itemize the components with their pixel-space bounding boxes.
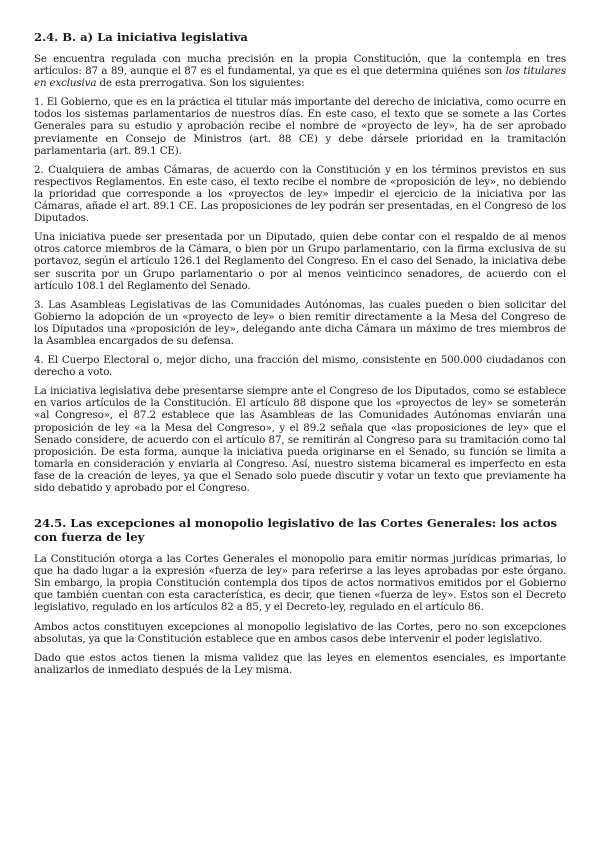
intro-text-after: de esta prerrogativa. Son los siguientes: (96, 77, 305, 90)
paragraph-diputado-senado: Una iniciativa puede ser presentada por un Diputado, quien debe contar con el respaldo de al menos otros catorce miembros de la Cámara, o bien por un Grupo parlamentario, con la firma exclusiva de su portavoz, según el artículo 126.1 del Reglamento del Congreso. En el caso del Senado, la iniciativa debe ser suscrita por un Grupo parlamentario o por al menos veinticinco senadores, de acuerdo con el artículo 108.1 del Reglamento del Senado. (34, 231, 566, 292)
paragraph-validez: Dado que estos actos tienen la misma validez que las leyes en elementos esenciales, es importante analizarlos de inmediato después de la Ley misma. (34, 651, 566, 676)
paragraph-fuerza-de-ley: La Constitución otorga a las Cortes Generales el monopolio para emitir normas jurídicas primarias, lo que ha dado lugar a la expresión «fuerza de ley» para referirse a las leyes aprobadas por este órgano. Sin embargo, la propia Constitución contempla dos tipos de actos normativos emitidos por el Gobierno que también cuentan con esta característica, es decir, que tienen «fuerza de ley». Estos son el Decreto legislativo, regulado en los artículos 82 a 85, y el Decreto-ley, regulado en el artículo 86. (34, 553, 566, 614)
paragraph-excepciones: Ambos actos constituyen excepciones al monopolio legislativo de las Cortes, pero no son excepciones absolutas, ya que la Constitución establece que en ambos casos debe intervenir el poder legislativo. (34, 620, 566, 645)
section-heading-iniciativa: 2.4. B. a) La iniciativa legislativa (34, 30, 248, 44)
intro-text-before: Se encuentra regulada con mucha precisión en la propia Constitución, que la contempla en tres artículos: 87 a 89, aunque el 87 es el fundamental, ya que es el que determina quiénes son (34, 53, 566, 78)
list-item-asambleas: 3. Las Asambleas Legislativas de las Comunidades Autónomas, las cuales pueden o bien solicitar del Gobierno la adopción de un «proyecto de ley» o bien remitir directamente a la Mesa del Congreso de los Diputados una «proposición de ley», delegando ante dicha Cámara un máximo de tres miembros de la Asamblea encargados de su defensa. (34, 298, 566, 347)
list-item-camaras: 2. Cualquiera de ambas Cámaras, de acuerdo con la Constitución y en los términos previstos en sus respectivos Reglamentos. En este caso, el texto recibe el nombre de «proposición de ley», no debiendo la prioridad que corresponde a los «proyectos de ley» impedir el ejercicio de la iniciativa por las Cámaras, añade el art. 89.1 CE. Las proposiciones de ley podrán ser presentadas, en el Congreso de los Diputados. (34, 163, 566, 225)
list-item-cuerpo-electoral: 4. El Cuerpo Electoral o, mejor dicho, una fracción del mismo, consistente en 500.000 ciudadanos con derecho a voto. (34, 354, 566, 379)
closing-paragraph: La iniciativa legislativa debe presentarse siempre ante el Congreso de los Diputados, como se establece en varios artículos de la Constitución. El artículo 88 dispone que los «proyectos de ley» se someterán «al Congreso», el 87.2 establece que las Asambleas de las Comunidades Autónomas enviarán una proposición de ley «a la Mesa del Congreso», y el 89.2 señala que «las proposiciones de ley» que el Senado considere, de acuerdo con el artículo 87, se remitirán al Congreso para su tramitación como tal proposición. De esta forma, aunque la iniciativa pueda originarse en el Senado, su función se limita a tomarla en consideración y enviarla al Congreso. Así, nuestro sistema bicameral es imperfecto en esta fase de la creación de leyes, ya que el Senado solo puede discutir y votar un texto que previamente ha sido debatido y aprobado por el Congreso. (34, 385, 566, 494)
list-item-gobierno: 1. El Gobierno, que es en la práctica el titular más importante del derecho de iniciativa, como ocurre en todos los sistemas parlamentarios de nuestros días. En este caso, el texto que se somete a las Cortes Generales para su estudio y aprobación recibe el nombre de «proyecto de ley», ha de ser aprobado previamente en Consejo de Ministros (art. 88 CE) y debe dársele prioridad en la tramitación parlamentaria (art. 89.1 CE). (34, 96, 566, 157)
section-heading-excepciones: 24.5. Las excepciones al monopolio legislativo de las Cortes Generales: los actos con fuerza de ley (34, 516, 558, 545)
intro-paragraph (34, 53, 566, 89)
intro-italic-text: los titulares en exclusiva (34, 65, 566, 90)
